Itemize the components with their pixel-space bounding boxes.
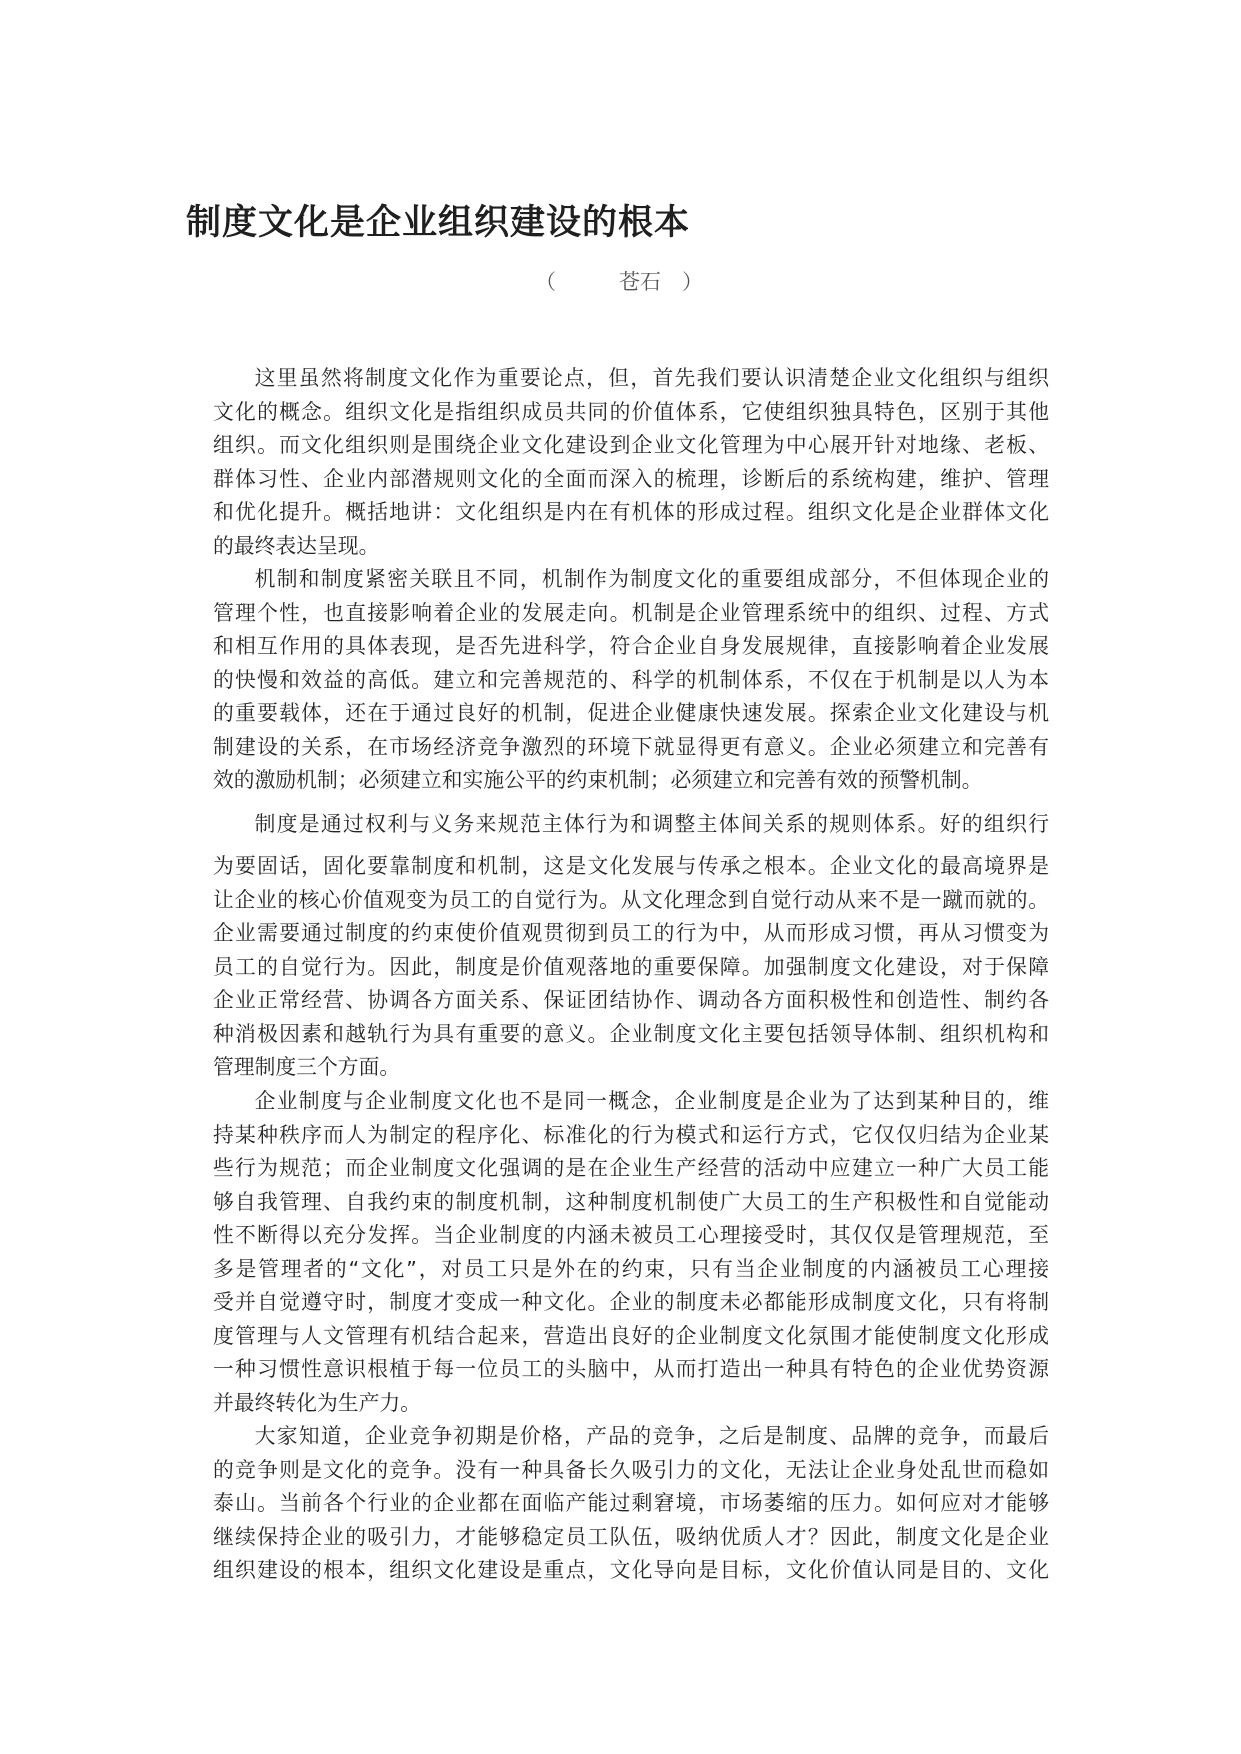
- paragraph-line: 的快慢和效益的高低。建立和完善规范的、科学的机制体系，不仅在于机制是以人为本: [213, 667, 1049, 692]
- paragraph-line: 员工的自觉行为。因此，制度是价值观落地的重要保障。加强制度文化建设，对于保障: [213, 954, 1049, 979]
- paragraph-4: [213, 1085, 1049, 1420]
- paragraph-line: 多是管理者的“文化”，对员工只是外在的约束，只有当企业制度的内涵被员工心理接: [213, 1256, 1049, 1281]
- paragraph-line: 和优化提升。概括地讲：文化组织是内在有机体的形成过程。组织文化是企业群体文化: [213, 500, 1049, 524]
- paragraph-1: [213, 362, 1049, 563]
- paragraph-line: 一种习惯性意识根植于每一位员工的头脑中，从而打造出一种具有特色的企业优势资源: [213, 1357, 1049, 1381]
- paragraph-line: 企业制度与企业制度文化也不是同一概念，企业制度是企业为了达到某种目的，维: [254, 1089, 1049, 1113]
- paragraph-line: 持某种秩序而人为制定的程序化、标准化的行为模式和运行方式，它仅仅归结为企业某: [213, 1122, 1049, 1147]
- document-title: 制度文化是企业组织建设的根本: [186, 203, 691, 243]
- paragraph-line: 这里虽然将制度文化作为重要论点，但，首先我们要认识清楚企业文化组织与组织: [254, 366, 1049, 390]
- paragraph-line: 性不断得以充分发挥。当企业制度的内涵未被员工心理接受时，其仅仅是管理规范，至: [213, 1223, 1049, 1247]
- paragraph-line: 种消极因素和越轨行为具有重要的意义。企业制度文化主要包括领导体制、组织机构和: [213, 1021, 1049, 1046]
- paragraph-line: 泰山。当前各个行业的企业都在面临产能过剩窘境，市场萎缩的压力。如何应对才能够: [213, 1491, 1049, 1515]
- paragraph-line: 制建设的关系，在市场经济竞争激烈的环境下就显得更有意义。企业必须建立和完善有: [213, 734, 1049, 759]
- paragraph-5: [213, 1420, 1049, 1588]
- paragraph-line: 制度是通过权利与义务来规范主体行为和调整主体间关系的规则体系。好的组织行: [254, 812, 1049, 836]
- paragraph-line: 组织。而文化组织则是围绕企业文化建设到企业文化管理为中心展开针对地缘、老板、: [213, 433, 1049, 457]
- paragraph-line: 文化的概念。组织文化是指组织成员共同的价值体系，它使组织独具特色，区别于其他: [213, 399, 1049, 424]
- paragraph-3: [213, 808, 1049, 842]
- paragraph-line: 效的激励机制；必须建立和实施公平的约束机制；必须建立和完善有效的预警机制。: [213, 768, 983, 792]
- paragraph-line: 群体习性、企业内部潜规则文化的全面而深入的梳理，诊断后的系统构建，维护、管理: [213, 466, 1049, 491]
- paragraph-line: 够自我管理、自我约束的制度机制，这种制度机制使广大员工的生产积极性和自觉能动: [213, 1189, 1049, 1214]
- paragraph-line: 受并自觉遵守时，制度才变成一种文化。企业的制度未必都能形成制度文化，只有将制: [213, 1290, 1049, 1314]
- paragraph-line: 并最终转化为生产力。: [213, 1390, 421, 1415]
- paragraph-line: 度管理与人文管理有机结合起来，营造出良好的企业制度文化氛围才能使制度文化形成: [213, 1323, 1049, 1348]
- paragraph-line: 管理个性，也直接影响着企业的发展走向。机制是企业管理系统中的组织、过程、方式: [213, 600, 1049, 625]
- paragraph-line: 机制和制度紧密关联且不同，机制作为制度文化的重要组成部分，不但体现企业的: [254, 567, 1049, 591]
- paragraph-line: 的最终表达呈现。: [213, 533, 380, 558]
- paragraph-line: 些行为规范；而企业制度文化强调的是在企业生产经营的活动中应建立一种广大员工能: [213, 1156, 1049, 1180]
- paragraph-3-continued: [213, 850, 1049, 1085]
- paragraph-line: 管理制度三个方面。: [213, 1055, 401, 1079]
- paragraph-line: 的重要载体，还在于通过良好的机制，促进企业健康快速发展。探索企业文化建设与机: [213, 701, 1049, 725]
- paragraph-2: [213, 563, 1049, 798]
- paragraph-line: 组织建设的根本，组织文化建设是重点，文化导向是目标，文化价值认同是目的、文化: [213, 1558, 1049, 1582]
- paragraph-line: 继续保持企业的吸引力，才能够稳定员工队伍，吸纳优质人才？因此，制度文化是企业: [213, 1524, 1049, 1549]
- document-author: （ 苍石 ）: [535, 270, 703, 294]
- paragraph-line: 企业需要通过制度的约束使价值观贯彻到员工的行为中，从而形成习惯，再从习惯变为: [213, 921, 1049, 945]
- paragraph-line: 大家知道，企业竞争初期是价格，产品的竞争，之后是制度、品牌的竞争，而最后: [254, 1424, 1049, 1448]
- paragraph-line: 让企业的核心价值观变为员工的自觉行为。从文化理念到自觉行动从来不是一蹴而就的。: [213, 887, 1049, 912]
- paragraph-line: 的竞争则是文化的竞争。没有一种具备长久吸引力的文化，无法让企业身处乱世而稳如: [213, 1457, 1049, 1482]
- paragraph-line: 企业正常经营、协调各方面关系、保证团结协作、调动各方面积极性和创造性、制约各: [213, 988, 1049, 1012]
- paragraph-line: 为要固话，固化要靠制度和机制，这是文化发展与传承之根本。企业文化的最高境界是: [213, 854, 1049, 878]
- paragraph-line: 和相互作用的具体表现，是否先进科学，符合企业自身发展规律，直接影响着企业发展: [213, 634, 1049, 658]
